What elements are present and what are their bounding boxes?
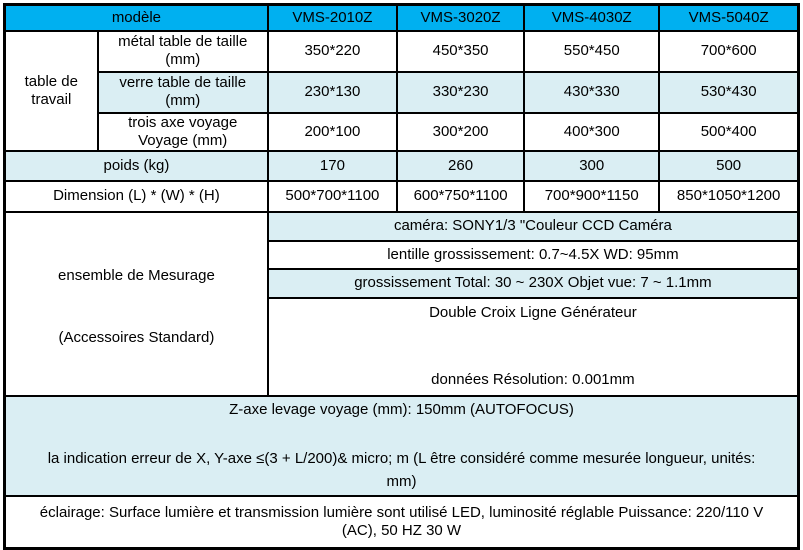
value-weight-vms-2010z: 170 (268, 151, 397, 181)
header-cell-vms-2010z: VMS-2010Z (268, 5, 397, 31)
measuring-set-subtitle: (Accessoires Standard) (58, 328, 215, 346)
cell-zaxis-error (5, 396, 799, 496)
row-camera (5, 212, 799, 241)
value-dimension-vms-4030z: 700*900*1150 (524, 181, 659, 212)
label-three-axis-travel (98, 113, 268, 152)
header-cell-vms-3020z: VMS-3020Z (397, 5, 524, 31)
header-cell-model-label: modèle (5, 5, 268, 31)
row-zaxis-error (5, 396, 799, 496)
label-weight: poids (kg) (5, 151, 268, 181)
label-glass-table-size (98, 72, 268, 113)
group-label-table-de-travail: table de travail (5, 31, 98, 152)
header-row (5, 5, 799, 31)
value-glass-vms-3020z: 330*230 (397, 72, 524, 113)
row-three-axis-travel (5, 113, 799, 152)
row-weight (5, 151, 799, 181)
zaxis-error-block (9, 397, 794, 495)
label-metal-table-size (98, 31, 268, 72)
label-line: (mm) (165, 51, 201, 68)
value-metal-vms-4030z: 550*450 (524, 31, 659, 72)
label-line: métal table de taille (118, 32, 248, 50)
value-data-resolution: données Résolution: 0.001mm (431, 370, 635, 388)
value-dimension-vms-5040z: 850*1050*1200 (659, 181, 798, 212)
row-lighting (5, 496, 799, 548)
value-metal-vms-5040z: 700*600 (659, 31, 798, 72)
crossline-resolution-block (272, 299, 794, 395)
header-cell-vms-4030z: VMS-4030Z (524, 5, 659, 31)
error-indication-line1: la indication erreur de X, Y-axe ≤(3 + L/200)& micro; m (L être considéré comme mesurée longueur, unités: (47, 450, 756, 468)
value-dimension-vms-3020z: 600*750*1100 (397, 181, 524, 212)
cell-crossline-resolution (268, 298, 799, 396)
value-lighting-line2: (AC), 50 HZ 30 W (341, 521, 462, 539)
value-glass-vms-4030z: 430*330 (524, 72, 659, 113)
row-dimension (5, 181, 799, 212)
value-weight-vms-3020z: 260 (397, 151, 524, 181)
label-measuring-set (5, 212, 268, 396)
label-line: verre table de taille (119, 73, 247, 91)
spec-table (3, 3, 800, 550)
value-weight-vms-4030z: 300 (524, 151, 659, 181)
value-dimension-vms-2010z: 500*700*1100 (268, 181, 397, 212)
value-travel-vms-5040z: 500*400 (659, 113, 798, 152)
row-glass-table-size (5, 72, 799, 113)
label-line: (mm) (165, 92, 201, 109)
value-travel-vms-4030z: 400*300 (524, 113, 659, 152)
value-camera: caméra: SONY1/3 "Couleur CCD Caméra (268, 212, 799, 241)
label-line: trois axe voyage (128, 113, 238, 131)
value-zaxis-travel: Z-axe levage voyage (mm): 150mm (AUTOFOCUS) (229, 401, 574, 419)
value-cross-line-generator: Double Croix Ligne Générateur (429, 304, 637, 322)
value-lens: lentille grossissement: 0.7~4.5X WD: 95mm (268, 241, 799, 269)
label-line: Voyage (mm) (138, 131, 228, 149)
value-metal-vms-2010z: 350*220 (268, 31, 397, 72)
value-glass-vms-2010z: 230*130 (268, 72, 397, 113)
measuring-set-title: ensemble de Mesurage (58, 267, 215, 285)
measuring-set-label-block (9, 261, 264, 347)
row-metal-table-size (5, 31, 799, 72)
value-weight-vms-5040z: 500 (659, 151, 798, 181)
value-error-indication (48, 448, 756, 493)
value-glass-vms-5040z: 530*430 (659, 72, 798, 113)
label-dimension: Dimension (L) * (W) * (H) (5, 181, 268, 212)
header-cell-vms-5040z: VMS-5040Z (659, 5, 798, 31)
error-indication-line2: mm) (386, 472, 417, 490)
cell-lighting (5, 496, 799, 548)
value-travel-vms-2010z: 200*100 (268, 113, 397, 152)
value-metal-vms-3020z: 450*350 (397, 31, 524, 72)
value-magnification: grossissement Total: 30 ~ 230X Objet vue: 7 ~ 1.1mm (268, 269, 799, 298)
value-lighting-line1: éclairage: Surface lumière et transmission lumière sont utilisé LED, luminosité réglable Puissance: 220/110 V (39, 503, 764, 521)
value-travel-vms-3020z: 300*200 (397, 113, 524, 152)
